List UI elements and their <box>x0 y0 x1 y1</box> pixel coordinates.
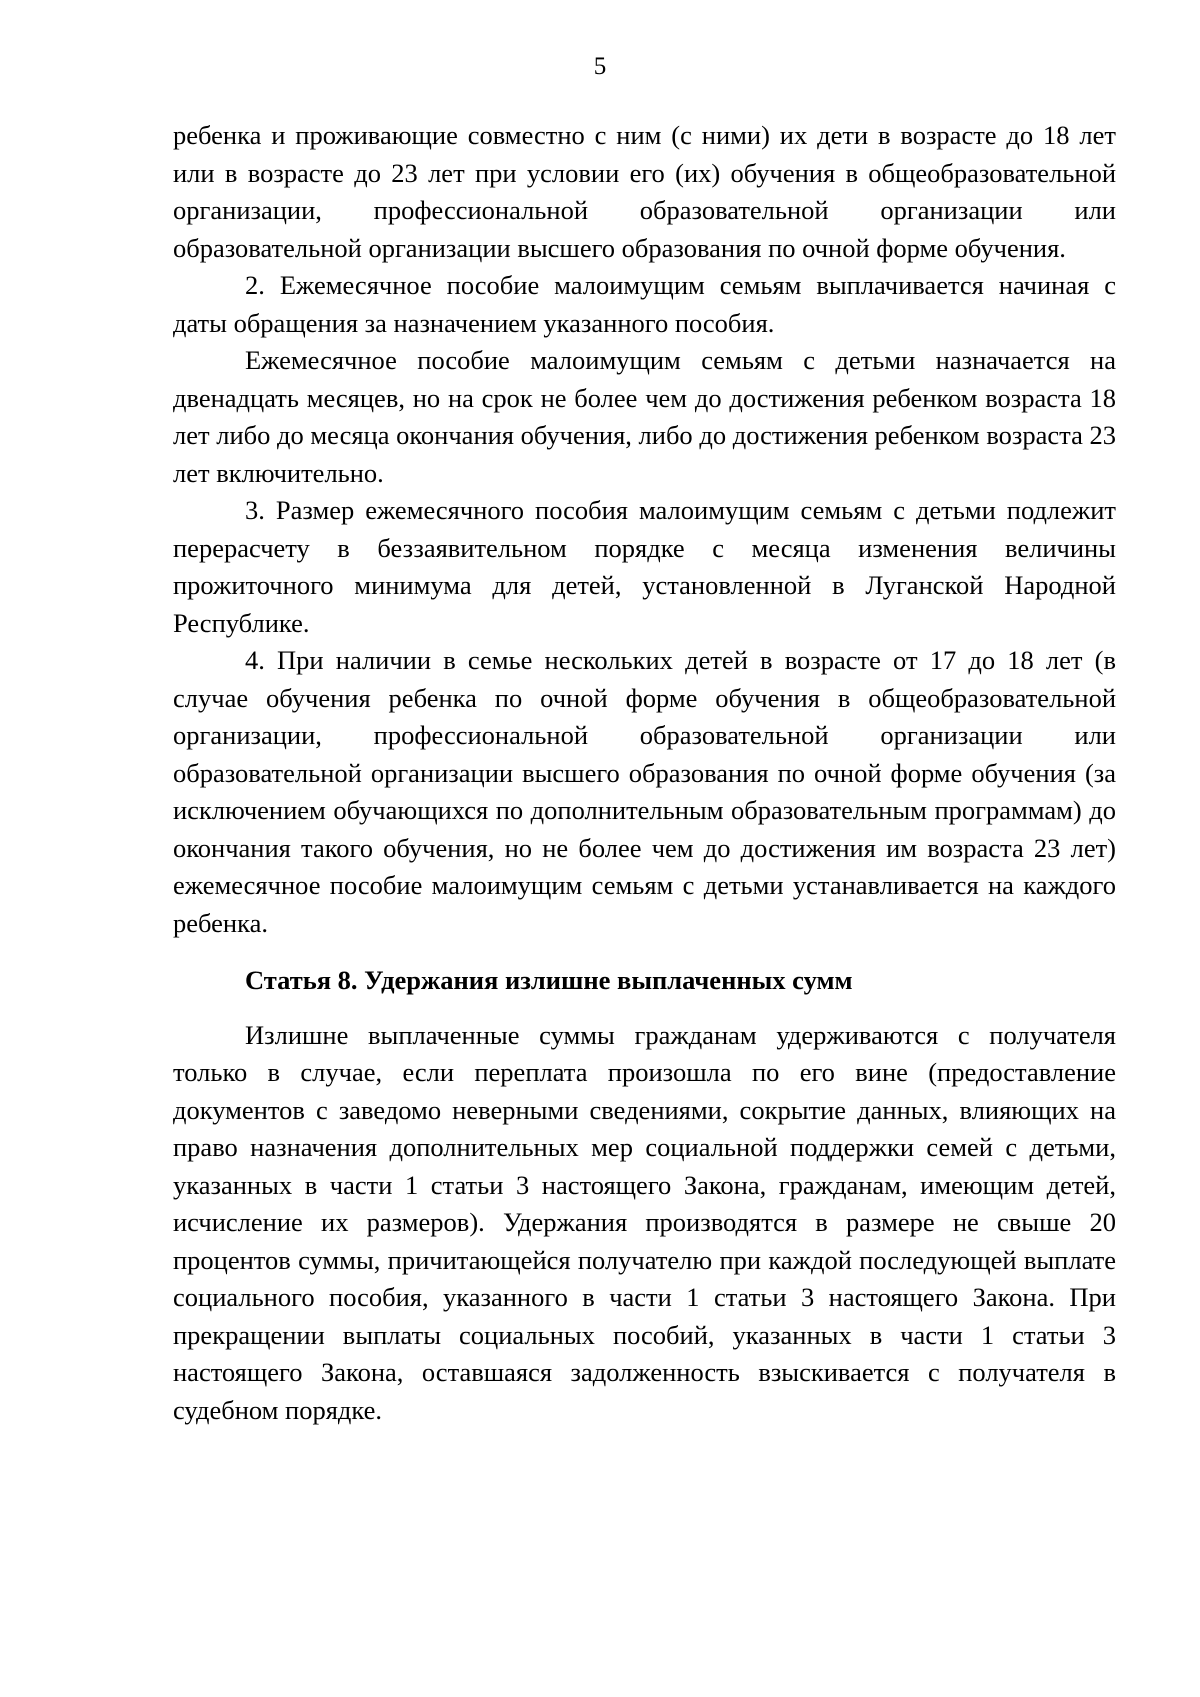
article-8-heading: Статья 8. Удержания излишне выплаченных сумм <box>245 965 853 995</box>
article-8-paragraph: Излишне выплаченные суммы гражданам удерживаются с получателя только в случае, если переплата произошла по его вине (предоставление документов с заведомо неверными сведениями, сокрытие данных, влияющих на право назначения дополнительных мер социальной поддержки семей с детьми, указанных в части 1 статьи 3 настоящего Закона, гражданам, имеющим детей, исчисление их размеров). Удержания производятся в размере не свыше 20 процентов суммы, причитающейся получателю при каждой последующей выплате социального пособия, указанного в части 1 статьи 3 настоящего Закона. При прекращении выплаты социальных пособий, указанных в части 1 статьи 3 настоящего Закона, оставшаяся задолженность взыскивается с получателя в судебном порядке. <box>173 1019 1116 1425</box>
paragraph-point-4: 4. При наличии в семье нескольких детей в возрасте от 17 до 18 лет (в случае обучения ребенка по очной форме обучения в общеобразовательной организации, профессиональной образовательной организации или образовательной организации высшего образования по очной форме обучения (за исключением обучающихся по дополнительным образовательным программам) до окончания такого обучения, но не более чем до достижения им возраста 23 лет) ежемесячное пособие малоимущим семьям с детьми устанавливается на каждого ребенка. <box>173 645 1116 938</box>
page-number: 5 <box>593 53 607 80</box>
paragraph-point-2: 2. Ежемесячное пособие малоимущим семьям выплачивается начиная с даты обращения за назначением указанного пособия. <box>173 270 1116 338</box>
paragraph-continuation: ребенка и проживающие совместно с ним (с ними) их дети в возрасте до 18 лет или в возрасте до 23 лет при условии его (их) обучения в общеобразовательной организации, профессиональной образовательной организации или образовательной организации высшего образования по очной форме обучения. <box>173 120 1116 263</box>
paragraph-point-3: 3. Размер ежемесячного пособия малоимущим семьям с детьми подлежит перерасчету в беззаявительном порядке с месяца изменения величины прожиточного минимума для детей, установленной в Луганской Народной Республике. <box>173 495 1116 638</box>
document-body <box>173 117 1116 1429</box>
paragraph-term: Ежемесячное пособие малоимущим семьям с детьми назначается на двенадцать месяцев, но на срок не более чем до достижения ребенком возраста 18 лет либо до месяца окончания обучения, либо до достижения ребенком возраста 23 лет включительно. <box>173 345 1116 488</box>
